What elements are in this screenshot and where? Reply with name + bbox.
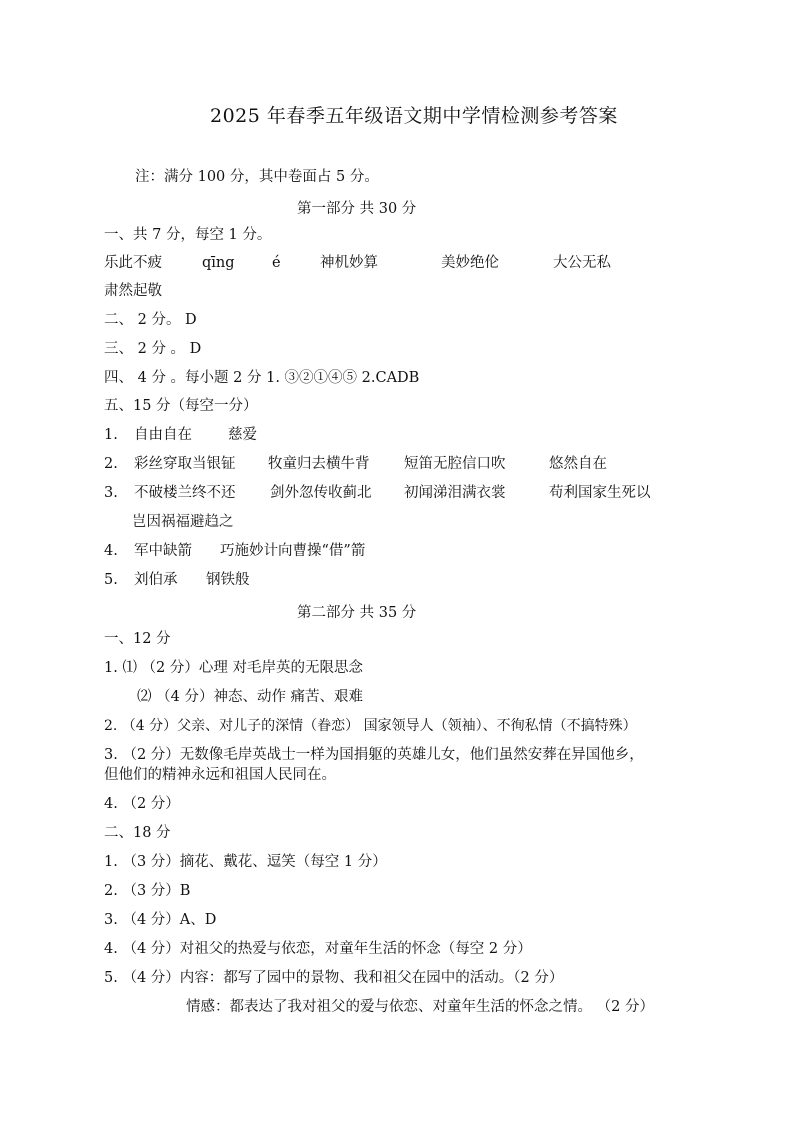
q5-item-number: 2. — [104, 456, 118, 472]
section1-heading: 一、12 分 — [104, 631, 171, 647]
section2-heading: 二、18 分 — [104, 825, 171, 841]
q5-item-part: 彩丝穿取当银钲 — [134, 456, 236, 472]
q5-item-part: 刘伯承 — [134, 572, 178, 588]
section2-line: 3. （4 分）A、D — [104, 912, 217, 928]
q5-item-part: 牧童归去横牛背 — [268, 456, 370, 472]
q5-item-part: 苟利国家生死以 — [549, 485, 651, 501]
q1-answer-5: 美妙绝伦 — [441, 255, 499, 271]
q5-item-part: 自由自在 — [134, 427, 192, 443]
q1-heading: 一、共 7 分，每空 1 分。 — [104, 227, 272, 243]
q5-heading: 五、15 分（每空一分） — [104, 398, 258, 414]
q5-item-part: 钢铁般 — [206, 572, 250, 588]
q5-item-part: 慈爱 — [228, 427, 257, 443]
q1-answer-1: 乐此不疲 — [104, 255, 162, 271]
q3-answer: 三、 2 分 。 D — [104, 341, 202, 357]
note: 注：满分 100 分，其中卷面占 5 分。 — [135, 169, 379, 185]
q5-item-part: 不破楼兰终不还 — [134, 485, 236, 501]
q1-answer-7: 肃然起敬 — [104, 283, 162, 299]
q5-item-part: 巧施妙计向曹操“借”箭 — [220, 543, 366, 559]
section1-line: 1. ⑴ （2 分）心理 对毛岸英的无限思念 — [104, 660, 363, 676]
section1-line: 3. （2 分）无数像毛岸英战士一样为国捐躯的英雄儿女，他们虽然安葬在异国他乡， — [104, 747, 644, 763]
q5-item-part: 悠然自在 — [549, 456, 607, 472]
q5-item-part: 短笛无腔信口吹 — [404, 456, 506, 472]
section1-line: ⑵ （4 分）神态、动作 痛苦、艰难 — [137, 689, 364, 705]
q5-item-number: 1. — [104, 427, 118, 443]
section2-line: 5. （4 分）内容：都写了园中的景物、我和祖父在园中的活动。（2 分） — [104, 970, 564, 986]
q5-item-part: 初闻涕泪满衣裳 — [404, 485, 506, 501]
page-title: 2025 年春季五年级语文期中学情检测参考答案 — [210, 105, 618, 127]
q5-item-number: 3. — [104, 485, 118, 501]
part1-heading: 第一部分 共 30 分 — [297, 201, 417, 217]
q2-answer: 二、 2 分。 D — [104, 312, 197, 328]
q4-answer: 四、 4 分 。每小题 2 分 1. ③②①④⑤ 2.CADB — [104, 370, 420, 386]
q1-answer-3: é — [272, 255, 281, 271]
q1-answer-4: 神机妙算 — [320, 255, 378, 271]
q5-item-part: 岂因祸福避趋之 — [132, 514, 234, 530]
q1-answer-6: 大公无私 — [553, 255, 611, 271]
q5-item-number: 5. — [104, 572, 118, 588]
section2-line: 1. （3 分）摘花、戴花、逗笑（每空 1 分） — [104, 854, 387, 870]
part2-heading: 第二部分 共 35 分 — [297, 605, 417, 621]
q5-item-part: 剑外忽传收蓟北 — [270, 485, 372, 501]
section1-line: 但他们的精神永远和祖国人民同在。 — [104, 767, 336, 783]
section2-line: 情感：都表达了我对祖父的爱与依恋、对童年生活的怀念之情。 （2 分） — [186, 999, 654, 1015]
section2-line: 2. （3 分）B — [104, 883, 191, 899]
q5-item-part: 军中缺箭 — [134, 543, 192, 559]
q5-item-number: 4. — [104, 543, 118, 559]
q1-answer-2: qīng — [202, 255, 235, 271]
section1-line: 4. （2 分） — [104, 796, 180, 812]
section2-line: 4. （4 分）对祖父的热爱与依恋，对童年生活的怀念（每空 2 分） — [104, 941, 532, 957]
section1-line: 2. （4 分）父亲、对儿子的深情（眷恋） 国家领导人（领袖）、不徇私情（不搞特殊） — [104, 718, 637, 734]
